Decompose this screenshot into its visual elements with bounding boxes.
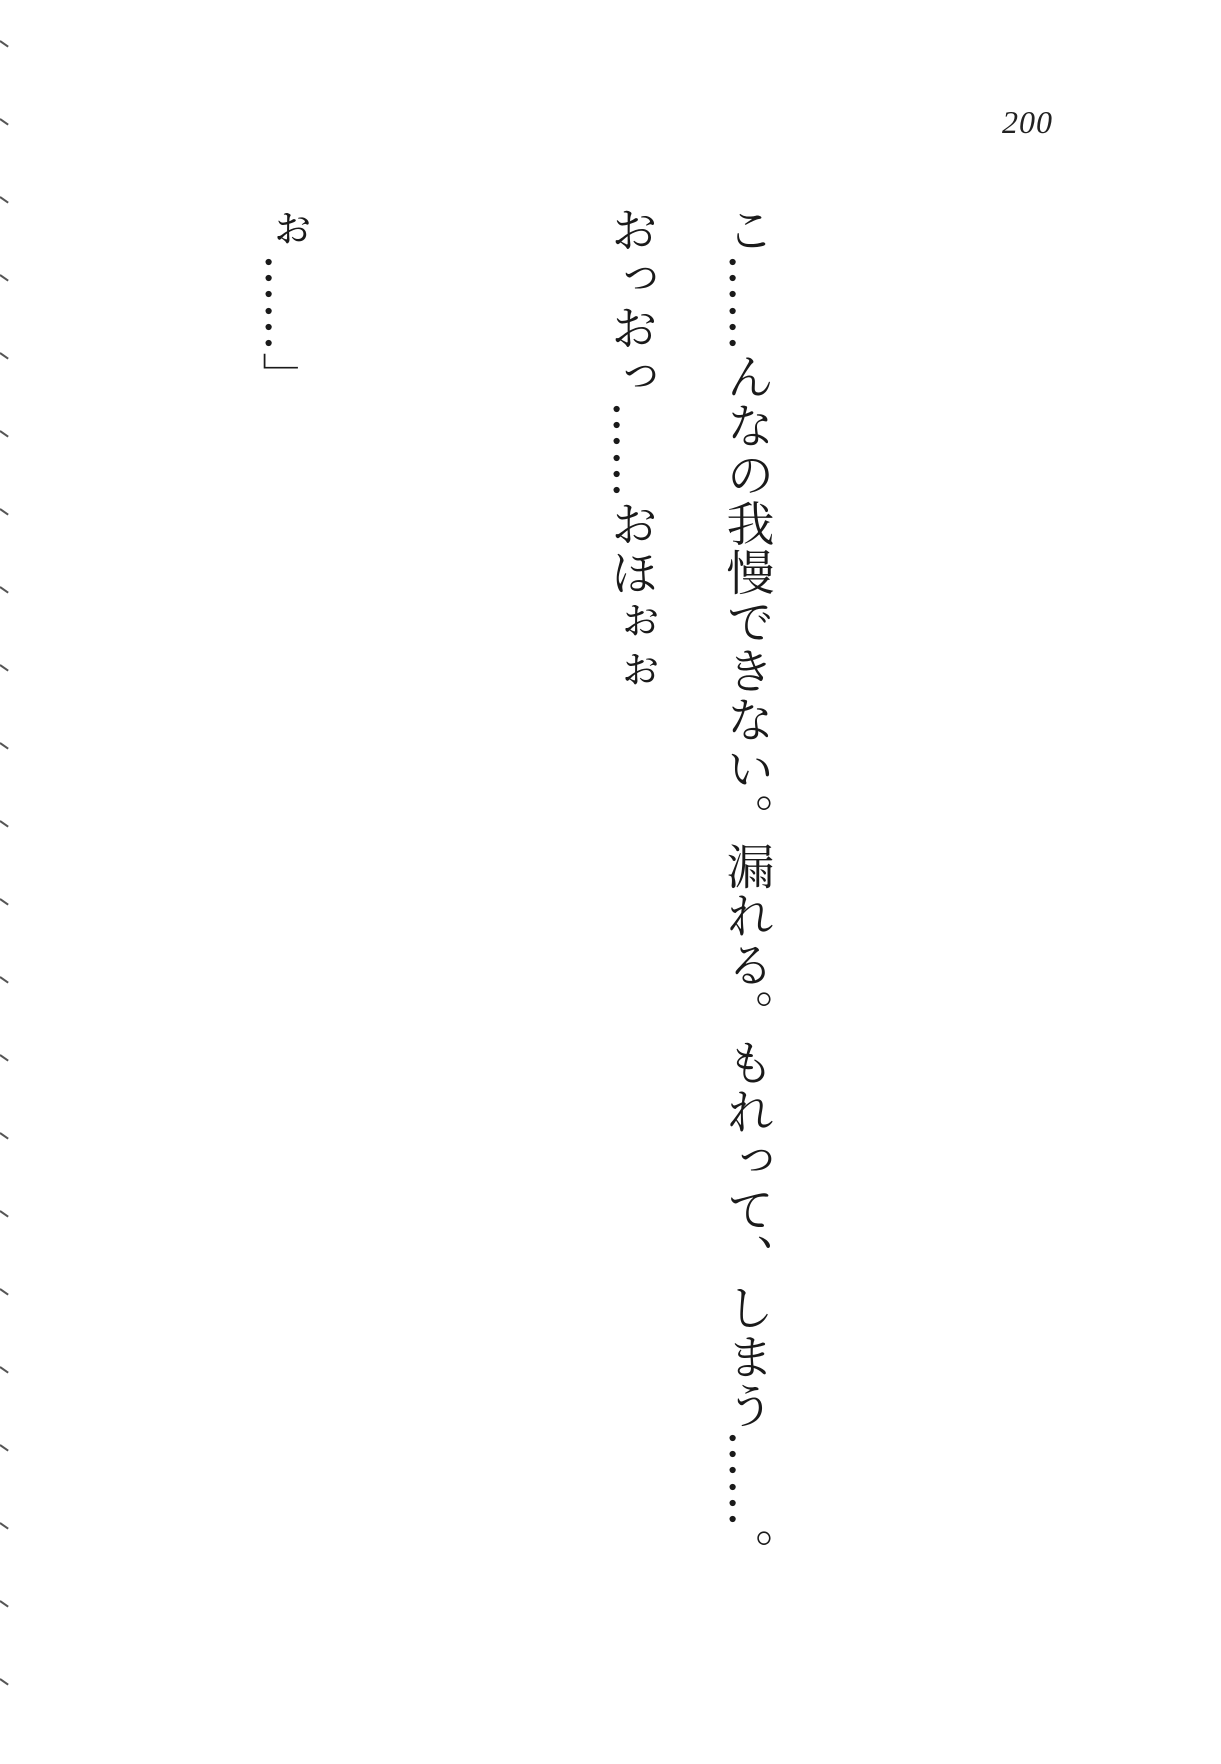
binding-mark bbox=[0, 118, 9, 125]
vertical-body-text bbox=[0, 205, 1036, 1625]
binding-mark bbox=[0, 196, 9, 203]
text-line: ぉ……」 bbox=[254, 205, 310, 401]
text-line: こ……んなの我慢できない。漏れる。もれって、しまう……。おっおっ……おほぉぉ bbox=[602, 205, 774, 1577]
binding-mark bbox=[0, 1678, 9, 1685]
page-number: 200 bbox=[1002, 104, 1053, 140]
binding-mark bbox=[0, 40, 9, 47]
